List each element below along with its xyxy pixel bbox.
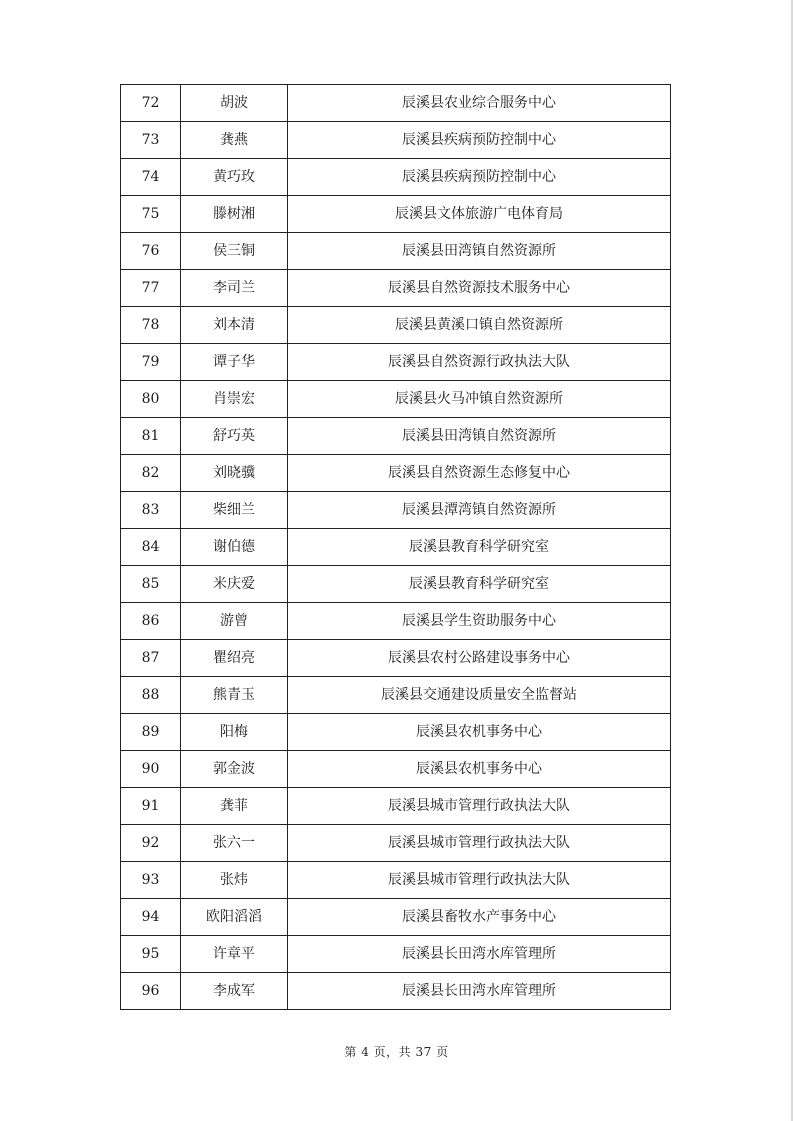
- work-unit: 辰溪县疾病预防控制中心: [288, 122, 671, 159]
- work-unit: 辰溪县教育科学研究室: [288, 566, 671, 603]
- person-name: 黄巧玫: [181, 159, 288, 196]
- roster-table: [120, 84, 671, 1010]
- work-unit: 辰溪县农机事务中心: [288, 751, 671, 788]
- page-number-text: 第 4 页，共 37 页: [344, 1045, 449, 1059]
- row-number: 81: [121, 418, 181, 455]
- table-row: [121, 159, 671, 196]
- person-name: 刘晓骥: [181, 455, 288, 492]
- table-row: [121, 529, 671, 566]
- work-unit: 辰溪县自然资源技术服务中心: [288, 270, 671, 307]
- work-unit: 辰溪县文体旅游广电体育局: [288, 196, 671, 233]
- table-row: [121, 862, 671, 899]
- work-unit: 辰溪县畜牧水产事务中心: [288, 899, 671, 936]
- work-unit: 辰溪县自然资源行政执法大队: [288, 344, 671, 381]
- row-number: 88: [121, 677, 181, 714]
- row-number: 79: [121, 344, 181, 381]
- person-name: 阳梅: [181, 714, 288, 751]
- table-row: [121, 566, 671, 603]
- table-row: [121, 418, 671, 455]
- table-row: [121, 455, 671, 492]
- row-number: 93: [121, 862, 181, 899]
- work-unit: 辰溪县黄溪口镇自然资源所: [288, 307, 671, 344]
- person-name: 米庆爱: [181, 566, 288, 603]
- roster-table-container: [120, 84, 670, 1010]
- row-number: 76: [121, 233, 181, 270]
- table-row: [121, 973, 671, 1010]
- table-row: [121, 196, 671, 233]
- table-row: [121, 307, 671, 344]
- work-unit: 辰溪县疾病预防控制中心: [288, 159, 671, 196]
- row-number: 92: [121, 825, 181, 862]
- work-unit: 辰溪县农机事务中心: [288, 714, 671, 751]
- person-name: 谭子华: [181, 344, 288, 381]
- row-number: 75: [121, 196, 181, 233]
- table-row: [121, 677, 671, 714]
- person-name: 龚菲: [181, 788, 288, 825]
- person-name: 舒巧英: [181, 418, 288, 455]
- person-name: 滕树湘: [181, 196, 288, 233]
- row-number: 86: [121, 603, 181, 640]
- table-row: [121, 899, 671, 936]
- person-name: 李成军: [181, 973, 288, 1010]
- table-row: [121, 825, 671, 862]
- person-name: 熊青玉: [181, 677, 288, 714]
- row-number: 80: [121, 381, 181, 418]
- page-footer: [0, 1043, 793, 1060]
- table-row: [121, 233, 671, 270]
- table-row: [121, 492, 671, 529]
- work-unit: 辰溪县学生资助服务中心: [288, 603, 671, 640]
- table-row: [121, 751, 671, 788]
- table-row: [121, 122, 671, 159]
- work-unit: 辰溪县城市管理行政执法大队: [288, 788, 671, 825]
- table-row: [121, 936, 671, 973]
- person-name: 许章平: [181, 936, 288, 973]
- work-unit: 辰溪县农业综合服务中心: [288, 85, 671, 122]
- work-unit: 辰溪县农村公路建设事务中心: [288, 640, 671, 677]
- work-unit: 辰溪县潭湾镇自然资源所: [288, 492, 671, 529]
- work-unit: 辰溪县田湾镇自然资源所: [288, 233, 671, 270]
- work-unit: 辰溪县田湾镇自然资源所: [288, 418, 671, 455]
- row-number: 77: [121, 270, 181, 307]
- work-unit: 辰溪县长田湾水库管理所: [288, 936, 671, 973]
- person-name: 胡波: [181, 85, 288, 122]
- person-name: 肖崇宏: [181, 381, 288, 418]
- person-name: 谢伯德: [181, 529, 288, 566]
- row-number: 83: [121, 492, 181, 529]
- table-row: [121, 381, 671, 418]
- table-row: [121, 640, 671, 677]
- row-number: 78: [121, 307, 181, 344]
- work-unit: 辰溪县火马冲镇自然资源所: [288, 381, 671, 418]
- row-number: 85: [121, 566, 181, 603]
- row-number: 95: [121, 936, 181, 973]
- row-number: 84: [121, 529, 181, 566]
- person-name: 刘本清: [181, 307, 288, 344]
- work-unit: 辰溪县交通建设质量安全监督站: [288, 677, 671, 714]
- row-number: 96: [121, 973, 181, 1010]
- row-number: 74: [121, 159, 181, 196]
- row-number: 89: [121, 714, 181, 751]
- table-row: [121, 85, 671, 122]
- row-number: 91: [121, 788, 181, 825]
- work-unit: 辰溪县自然资源生态修复中心: [288, 455, 671, 492]
- row-number: 90: [121, 751, 181, 788]
- table-row: [121, 344, 671, 381]
- person-name: 瞿绍亮: [181, 640, 288, 677]
- person-name: 欧阳滔滔: [181, 899, 288, 936]
- person-name: 张六一: [181, 825, 288, 862]
- person-name: 张炜: [181, 862, 288, 899]
- work-unit: 辰溪县长田湾水库管理所: [288, 973, 671, 1010]
- table-row: [121, 603, 671, 640]
- person-name: 龚燕: [181, 122, 288, 159]
- person-name: 游曾: [181, 603, 288, 640]
- table-row: [121, 270, 671, 307]
- person-name: 郭金波: [181, 751, 288, 788]
- row-number: 82: [121, 455, 181, 492]
- row-number: 72: [121, 85, 181, 122]
- work-unit: 辰溪县城市管理行政执法大队: [288, 825, 671, 862]
- work-unit: 辰溪县城市管理行政执法大队: [288, 862, 671, 899]
- person-name: 李司兰: [181, 270, 288, 307]
- person-name: 侯三铜: [181, 233, 288, 270]
- table-row: [121, 714, 671, 751]
- row-number: 94: [121, 899, 181, 936]
- row-number: 73: [121, 122, 181, 159]
- work-unit: 辰溪县教育科学研究室: [288, 529, 671, 566]
- roster-table-body: [121, 85, 671, 1010]
- table-row: [121, 788, 671, 825]
- row-number: 87: [121, 640, 181, 677]
- person-name: 柴细兰: [181, 492, 288, 529]
